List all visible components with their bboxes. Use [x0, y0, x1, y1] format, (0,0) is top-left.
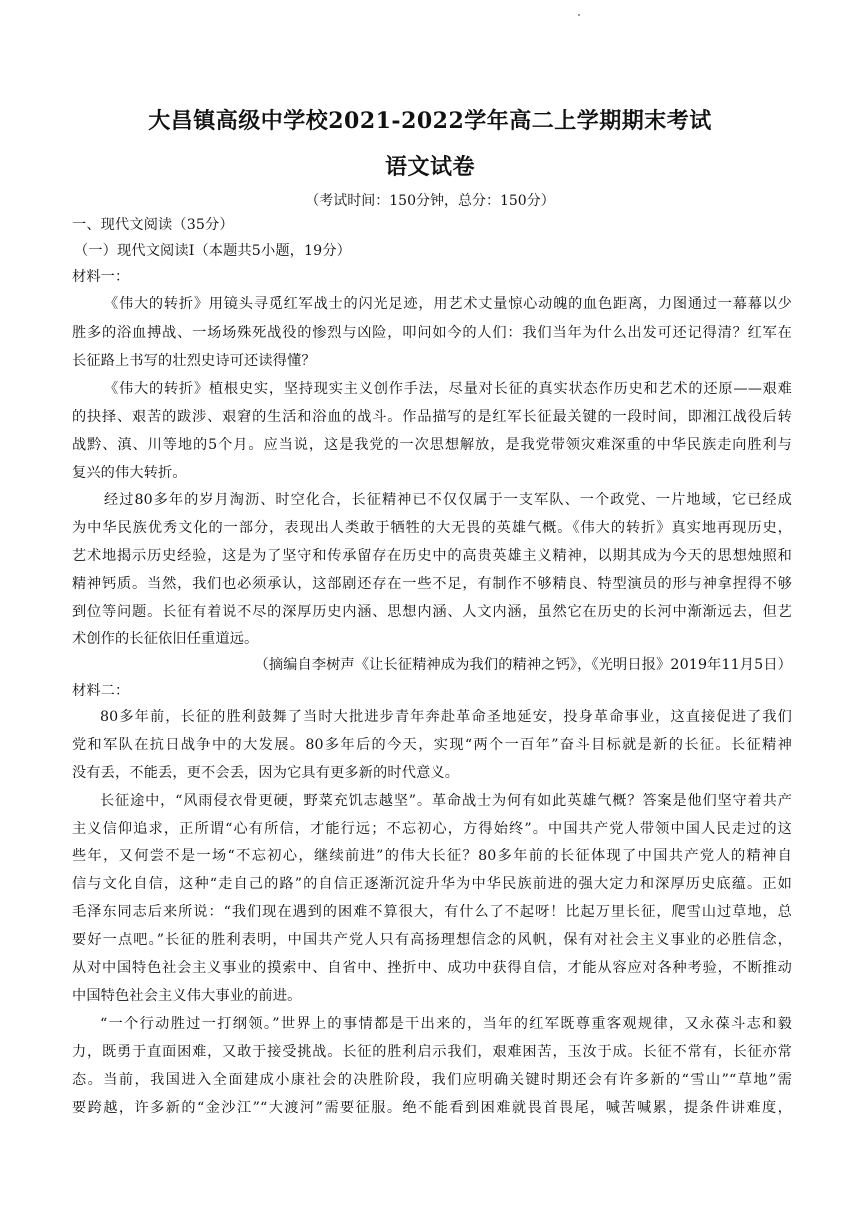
- paragraph-line: 没有丢，不能丢，更不会丢，因为它具有更多新的时代意义。: [72, 765, 460, 781]
- subsection-heading: （一）现代文阅读Ⅰ（本题共5小题，19分）: [74, 243, 352, 259]
- paragraph-line: 态。当前，我国进入全面建成小康社会的决胜阶段，我们应明确关键时期还会有许多新的“雪山”“草地”需: [72, 1072, 792, 1088]
- paragraph-line: 《伟大的转折》植根史实，坚持现实主义创作手法，尽量对长征的真实状态作历史和艺术的还原——艰难: [104, 381, 792, 397]
- paragraph-line: 长征途中，“风雨侵衣骨更硬，野菜充饥志越坚”。革命战士为何有如此英雄气概？答案是他们坚守着共产: [100, 793, 792, 809]
- exam-info: （考试时间：150分钟，总分：150分）: [305, 193, 555, 209]
- paragraph-line: 要跨越，许多新的“金沙江”“大渡河”需要征服。绝不能看到困难就畏首畏尾，喊苦喊累，提条件讲难度，: [72, 1100, 792, 1116]
- paragraph-line: 80多年前，长征的胜利鼓舞了当时大批进步青年奔赴革命圣地延安，投身革命事业，这直接促进了我们: [100, 709, 792, 725]
- paragraph-line: 《伟大的转折》用镜头寻觅红军战士的闪光足迹，用艺术丈量惊心动魄的血色距离，力图通过一幕幕以少: [104, 296, 792, 312]
- paragraph-line: 主义信仰追求，正所谓“心有所信，才能行远；不忘初心，方得始终”。中国共产党人带领中国人民走过的这: [72, 821, 792, 837]
- scan-dot: [578, 14, 580, 16]
- paragraph-line: 毛泽东同志后来所说：“我们现在遇到的困难不算很大，有什么了不起呀！比起万里长征，爬雪山过草地，总: [72, 904, 792, 920]
- paragraph-line: 信与文化自信，这种“走自己的路”的自信正逐渐沉淀升华为中华民族前进的强大定力和深厚历史底蕴。正如: [72, 876, 792, 892]
- paragraph-line: 从对中国特色社会主义事业的摸索中、自省中、挫折中、成功中获得自信，才能从容应对各种考验，不断推动: [72, 960, 792, 976]
- paragraph-line: 党和军队在抗日战争中的大发展。80多年后的今天，实现“两个一百年”奋斗目标就是新的长征。长征精神: [72, 737, 792, 753]
- paragraph-line: 要好一点吧。”长征的胜利表明，中国共产党人只有高扬理想信念的风帆，保有对社会主义事业的必胜信念，: [72, 932, 792, 948]
- paragraph-line: 中国特色社会主义伟大事业的前进。: [72, 988, 302, 1004]
- exam-title: 大昌镇高级中学校2021-2022学年高二上学期期末考试: [148, 108, 712, 134]
- paragraph-line: “一个行动胜过一打纲领。”世界上的事情都是干出来的，当年的红军既尊重客观规律，又永葆斗志和毅: [100, 1016, 792, 1032]
- section-heading: 一、现代文阅读（35分）: [72, 217, 234, 233]
- paragraph-line: 的抉择、艰苦的跋涉、艰窘的生活和浴血的战斗。作品描写的是红军长征最关键的一段时间，即湘江战役后转: [72, 409, 792, 425]
- paragraph-line: 长征路上书写的壮烈史诗可还读得懂？: [72, 353, 316, 369]
- paragraph-line: 复兴的伟大转折。: [72, 465, 187, 481]
- paragraph-line: 艺术地揭示历史经验，这是为了坚守和传承留存在历史中的高贵英雄主义精神，以期其成为今天的思想烛照和: [72, 548, 792, 564]
- paragraph-line: 精神钙质。当然，我们也必须承认，这部剧还存在一些不足，有制作不够精良、特型演员的形与神拿捏得不够: [72, 576, 792, 592]
- exam-subtitle: 语文试卷: [384, 154, 475, 180]
- paragraph-line: 胜多的浴血搏战、一场场殊死战役的惨烈与凶险，叩问如今的人们：我们当年为什么出发可还记得清？红军在: [72, 325, 792, 341]
- paragraph-line: 些年，又何尝不是一场“不忘初心，继续前进”的伟大长征？80多年前的长征体现了中国共产党人的精神自: [72, 848, 792, 864]
- paragraph-line: 为中华民族优秀文化的一部分，表现出人类敢于牺牲的大无畏的英雄气概。《伟大的转折》真实地再现历史，: [72, 520, 792, 536]
- paragraph-line: 力，既勇于直面困难，又敢于接受挑战。长征的胜利启示我们，艰难困苦，玉汝于成。长征不常有，长征亦常: [72, 1044, 792, 1060]
- paragraph-line: 到位等问题。长征有着说不尽的深厚历史内涵、思想内涵、人文内涵，虽然它在历史的长河中渐渐远去，但艺: [72, 604, 792, 620]
- paragraph-line: 经过80多年的岁月淘沥、时空化合，长征精神已不仅仅属于一支军队、一个政党、一片地域，它已经成: [104, 492, 792, 508]
- material-label: 材料一：: [72, 269, 130, 285]
- paragraph-line: 战黔、滇、川等地的5个月。应当说，这是我党的一次思想解放，是我党带领灾难深重的中华民族走向胜利与: [72, 437, 792, 453]
- source-citation: （摘编自李树声《让长征精神成为我们的精神之钙》，《光明日报》2019年11月5日）: [254, 657, 792, 673]
- material-label: 材料二：: [72, 683, 130, 699]
- paragraph-line: 术创作的长征依旧任重道远。: [72, 631, 259, 647]
